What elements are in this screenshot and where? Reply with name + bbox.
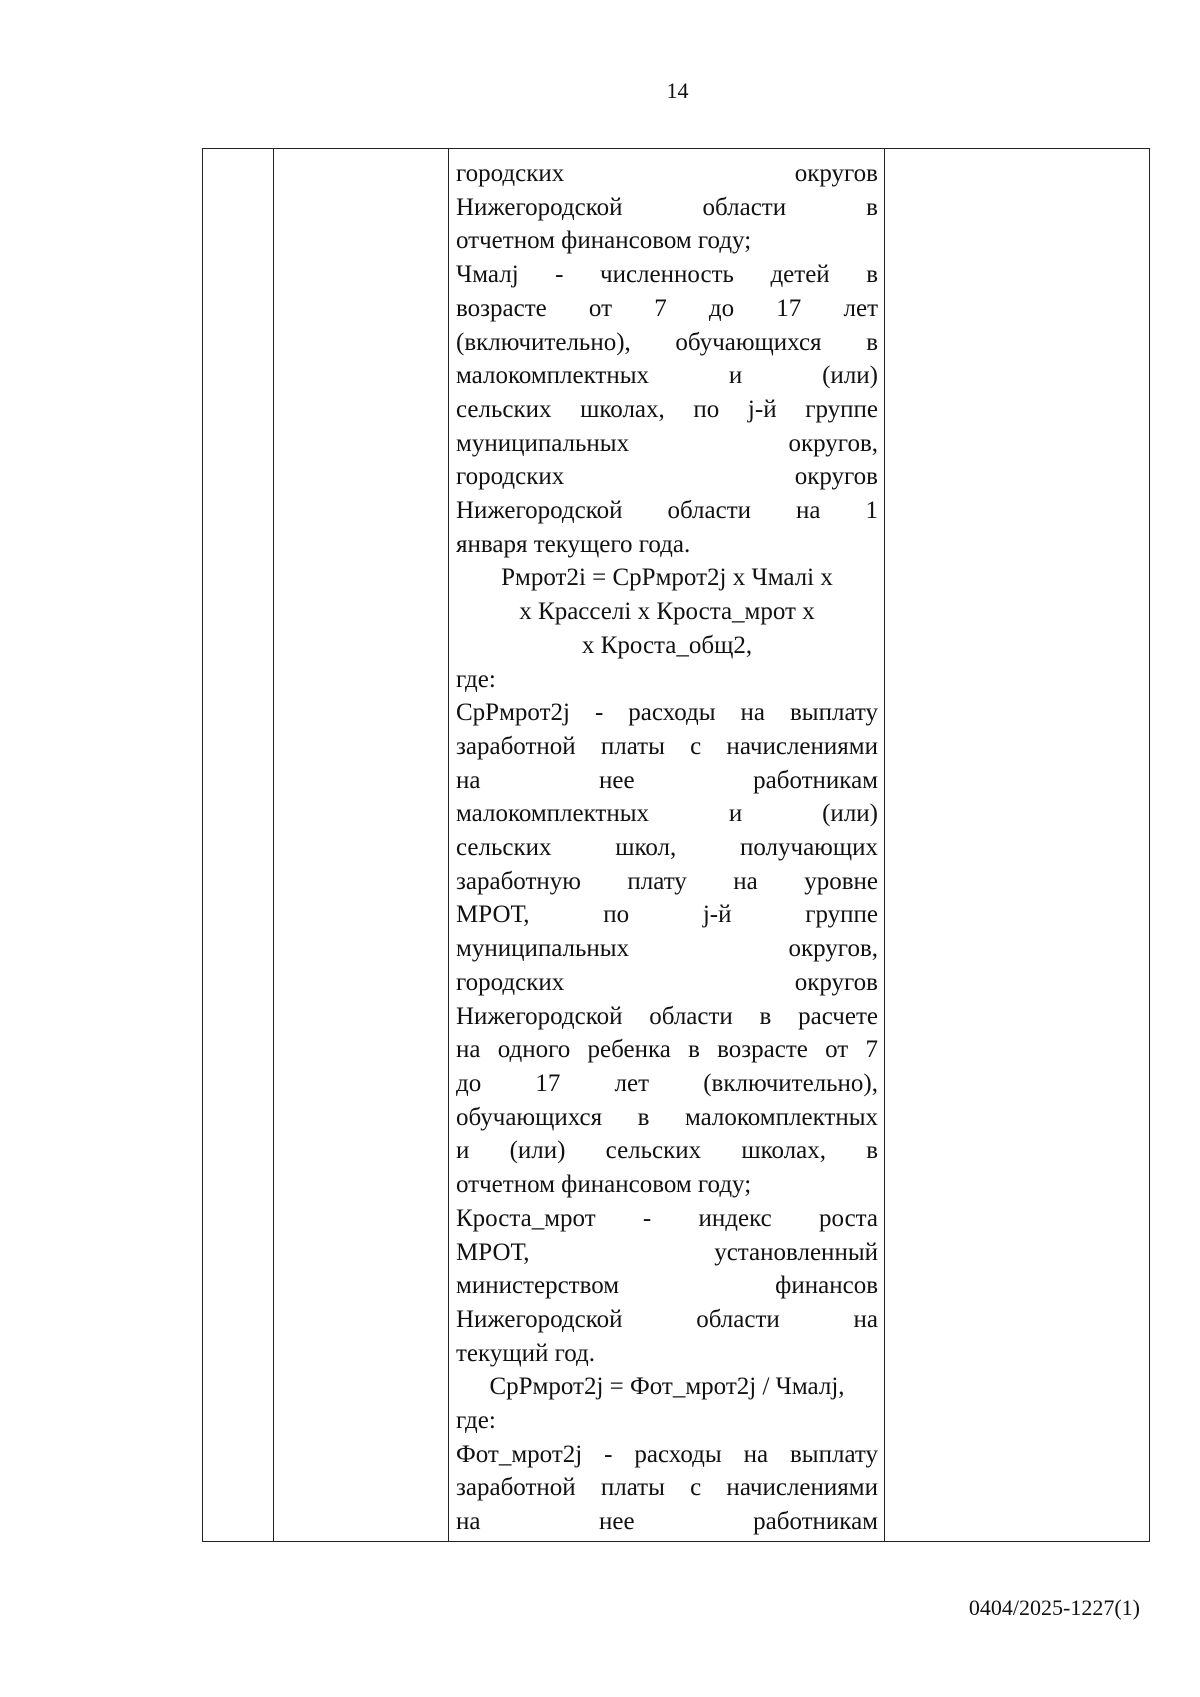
text-line: сельских школах, по j-й группе bbox=[456, 395, 878, 423]
table-column-1 bbox=[203, 149, 274, 1541]
text-line: заработной платы с начислениями bbox=[456, 1474, 878, 1502]
text-line: Фот_мрот2j - расходы на выплату bbox=[456, 1440, 878, 1468]
text-line: января текущего года. bbox=[456, 530, 691, 558]
text-line: на нее работникам bbox=[456, 766, 878, 794]
text-line: где: bbox=[456, 665, 496, 693]
text-line: отчетном финансовом году; bbox=[456, 227, 752, 255]
text-line: городских округов bbox=[456, 160, 878, 187]
text-line: до 17 лет (включительно), bbox=[456, 1069, 878, 1097]
text-line: возрасте от 7 до 17 лет bbox=[456, 294, 878, 322]
text-line: Рмрот2i = СрРмрот2j х Чмалi х bbox=[501, 564, 833, 592]
text-line: Нижегородской области в bbox=[456, 193, 878, 221]
text-line: обучающихся в малокомплектных bbox=[456, 1103, 878, 1131]
text-line: министерством финансов bbox=[456, 1272, 878, 1300]
text-line: Кроста_мрот - индекс роста bbox=[456, 1204, 878, 1232]
text-line: Нижегородской области на bbox=[456, 1305, 878, 1333]
text-line: городских округов bbox=[456, 968, 878, 996]
document-table bbox=[202, 148, 1150, 1542]
text-line: малокомплектных и (или) bbox=[456, 800, 878, 828]
text-line: (включительно), обучающихся в bbox=[456, 328, 878, 356]
text-line: отчетном финансовом году; bbox=[456, 1171, 752, 1199]
text-line: заработной платы с начислениями bbox=[456, 732, 878, 760]
text-line: и (или) сельских школах, в bbox=[456, 1137, 878, 1165]
text-line: заработную плату на уровне bbox=[456, 867, 878, 895]
table-column-2 bbox=[273, 149, 449, 1541]
text-line: х Красселi х Кроста_мрот х bbox=[519, 598, 815, 626]
text-line: на одного ребенка в возрасте от 7 bbox=[456, 1036, 878, 1064]
page-number: 14 bbox=[666, 78, 689, 103]
text-line: на нее работникам bbox=[456, 1508, 878, 1536]
text-line: Нижегородской области на 1 bbox=[456, 497, 878, 525]
text-line: где: bbox=[456, 1407, 496, 1435]
table-cell-text bbox=[456, 157, 878, 1539]
text-line: муниципальных округов, bbox=[456, 935, 878, 963]
text-line: МРОТ, установленный bbox=[456, 1238, 878, 1266]
text-line: МРОТ, по j-й группе bbox=[456, 901, 878, 929]
text-line: СрРмрот2j - расходы на выплату bbox=[456, 699, 878, 727]
text-line: муниципальных округов, bbox=[456, 429, 878, 457]
text-line: Чмалj - численность детей в bbox=[456, 261, 878, 289]
text-line: городских округов bbox=[456, 463, 878, 491]
text-line: текущий год. bbox=[456, 1339, 595, 1367]
text-line: сельских школ, получающих bbox=[456, 834, 878, 862]
text-line: малокомплектных и (или) bbox=[456, 362, 878, 390]
text-line: Нижегородской области в расчете bbox=[456, 1002, 878, 1030]
text-line: х Кроста_общ2, bbox=[581, 631, 753, 659]
document-id: 0404/2025-1227(1) bbox=[968, 1595, 1140, 1620]
text-line: СрРмрот2j = Фот_мрот2j / Чмалj, bbox=[489, 1373, 845, 1401]
